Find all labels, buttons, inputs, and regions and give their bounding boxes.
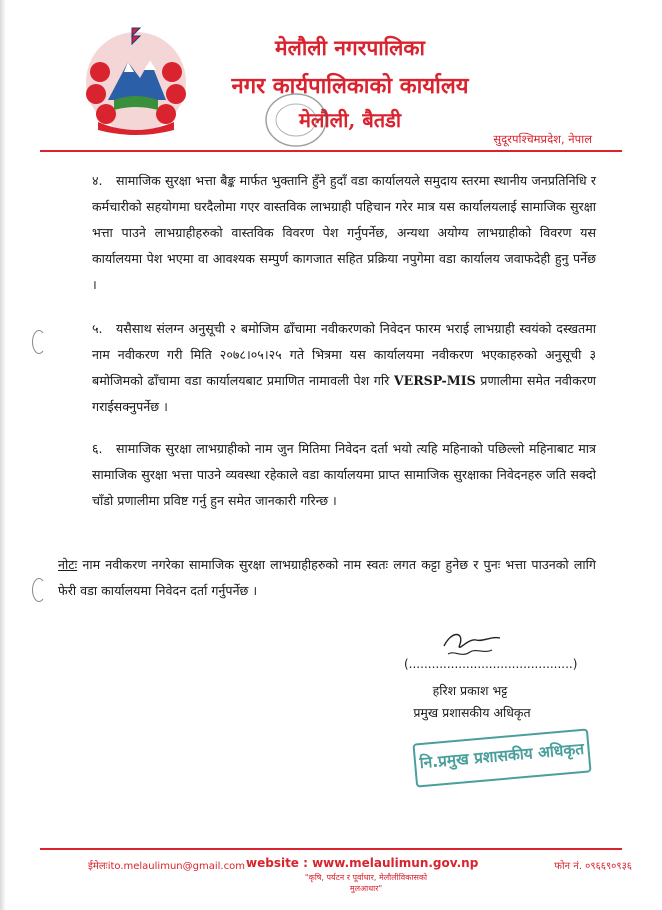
office-seal-stamp [262, 90, 330, 150]
svg-text:(.............................: (...........................................) [404, 657, 578, 671]
footer-website[interactable]: website : www.melaulimun.gov.np [246, 856, 479, 870]
municipality-name: मेलौली नगरपालिका [275, 35, 425, 60]
paragraph-4-number: ४. [92, 173, 103, 188]
office-location: मेलौली, बैतडी [298, 108, 402, 132]
header-divider [40, 150, 622, 152]
paragraph-5-text-b: प्रणालीमा समेत नवीकरण गराईसक्नुपर्नेछ । [92, 373, 596, 414]
footer-phone: फोन नं. ०९६६९०९३६ [554, 861, 632, 872]
page-edge-shadow [0, 0, 6, 910]
paragraph-5-text-a: यसैसाथ संलग्न अनुसूची २ बमोजिम ढाँचामा नवीकरणको निवेदन फारम भराई लाभग्राही स्वयंको दस्खतमा नाम नवीकरण गरी मिति २०७८।०५।२५ गते भित्रमा यस कार्यालयमा नवीकरण भएकाहरुको अनुसूची ३ बमोजिमको ढाँचामा वडा कार्यालयबाट प्रमाणित नामावली पेश गरि [92, 321, 596, 388]
signatory-title: प्रमुख प्रशासकीय अधिकृत [413, 705, 531, 720]
paragraph-6-text: सामाजिक सुरक्षा लाभग्राहीको नाम जुन मितिमा निवेदन दर्ता भयो त्यहि महिनाको पछिल्लो महिनाबाट मात्र सामाजिक सुरक्षा भत्ता पाउने व्यवस्था रहेकाले वडा कार्यालयमा प्राप्त सामाजिक सुरक्षाका निवेदनहरु जति सक्दो चाँडो प्रणालीमा प्रविष्ट गर्नु हुन समेत जानकारी गरिन्छ । [92, 441, 596, 508]
paragraph-6-number: ६. [92, 441, 103, 456]
footer-divider [40, 848, 622, 850]
note-label: नोटः [58, 557, 78, 572]
signatory-name: हरिश प्रकाश भट्ट [432, 683, 508, 698]
paragraph-6 [92, 436, 596, 514]
punch-hole-bottom [32, 578, 46, 602]
handwritten-signature [404, 624, 578, 674]
punch-hole-top [32, 330, 46, 354]
footer-email[interactable]: ईमेलःito.melaulimun@gmail.com [88, 861, 245, 872]
paragraph-5-system-name: VERSP-MIS [393, 373, 476, 388]
paragraph-5-number: ५. [92, 321, 103, 336]
note-text: नाम नवीकरण नगरेका सामाजिक सुरक्षा लाभग्राहीहरुको नाम स्वतः लगत कट्टा हुनेछ र पुनः भत्ता पाउनको लागि फेरी वडा कार्यालयमा निवेदन दर्ता गर्नुपर्नेछ । [58, 557, 596, 598]
paragraph-4-text: सामाजिक सुरक्षा भत्ता बैङ्क मार्फत भुक्तानि हुँने हुदाँ वडा कार्यालयले समुदाय स्तरमा स्थानीय जनप्रतिनिधि र कर्मचारीको सहयोगमा घरदैलोमा गएर वास्तविक लाभग्राही पहिचान गरेर मात्र यस कार्यालयलाई सामाजिक सुरक्षा भत्ता पाउने लाभग्राहीहरुको वास्तविक विवरण पेश गर्नुपर्नेछ, अन्यथा अयोग्य लाभग्राहीको विवरण यस कार्यालयमा पेश भएमा वा आवश्यक सम्पुर्ण कागजात सहित प्रक्रिया नपुगेमा वडा कार्यालय जवाफदेही हुनु पर्नेछ । [92, 173, 596, 292]
note-paragraph [58, 552, 596, 604]
office-name: नगर कार्यपालिकाको कार्यालय [231, 73, 469, 99]
paragraph-5 [92, 316, 596, 420]
footer-tagline: "कृषि, पर्यटन र पूर्वाधार, मेलौलीविकासको मुलआधार" [304, 873, 428, 893]
province-label: सुदूरपश्चिमप्रदेश, नेपाल [493, 132, 592, 146]
designation-stamp: नि.प्रमुख प्रशासकीय अधिकृत [412, 728, 591, 787]
paragraph-4 [92, 168, 596, 298]
